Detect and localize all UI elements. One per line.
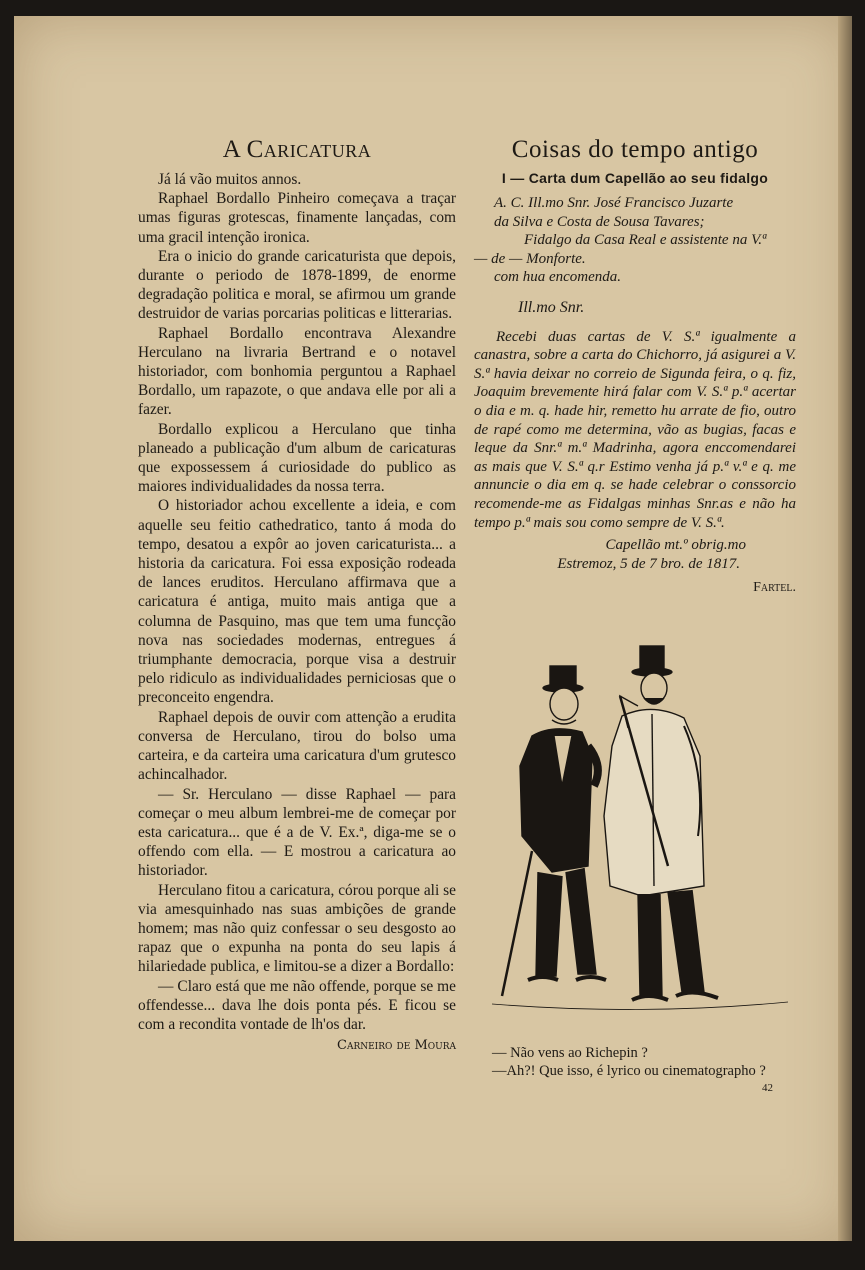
left-article-signature: Carneiro de Moura — [337, 1038, 456, 1054]
page-edge — [838, 16, 852, 1241]
paragraph: Raphael Bordallo Pinheiro começava a traçar umas figuras grotescas, finamente lançadas, com uma gracil intenção ironica. — [138, 190, 456, 246]
right-figure — [604, 646, 718, 1000]
letter-salutation: Ill.mo Snr. — [518, 298, 585, 316]
address-line: com hua encomenda. — [494, 269, 622, 286]
letter-place-date: Estremoz, 5 de 7 bro. de 1817. — [557, 555, 740, 572]
letter-signature: Fartel. — [753, 580, 796, 596]
caption-line: —Ah?! Que isso, é lyrico ou cinematographo ? — [492, 1063, 766, 1079]
right-article-title: Coisas do tempo antigo — [511, 136, 759, 163]
right-article — [474, 136, 796, 598]
left-article — [138, 136, 456, 1053]
paragraph: Herculano fitou a caricatura, córou porque ali se via amesquinhado nas suas ambições de grande homem; mas não quiz confessar o seu desgosto ao rapaz que o expunha na ponta do seu lapis á hilariedade publica, e limitou-se a dizer a Bordallo: — [138, 881, 456, 976]
letter-body: Recebi duas cartas de V. S.ª igualmente a canastra, sobre a carta do Chichorro, já asigurei a V. S.ª havia deixar no correio de Sigunda feira, o q. fiz, Joaquim brevemente hirá falar com V. S.ª p.ª acertar o dia e m. q. hade hir, remetto hu arrate de fio, outro de rapé como me determina, vão as bugias, facas e leque da Snr.ª m.ª Madrinha, agora enccomendarei as mais que V. S.ª q.r Estimo venha já p.ª v.ª e q. me annuncie o dia em q. se hade celebrar o conssorcio recomende-me as Fidalgas minhas Snr.as e não ha tempo p.ª mais sou como sempre de V. S.ª. — [474, 328, 796, 531]
address-line: A. C. Ill.mo Snr. José Francisco Juzarte — [494, 195, 734, 211]
address-line: Fidalgo da Casa Real e assistente na V.ª — [524, 232, 767, 249]
letter-closing: Capellão mt.º obrig.mo — [605, 537, 746, 554]
paragraph: O historiador achou excellente a ideia, e com aquelle seu feitio cathedratico, tanto á moda do tempo, desatou a expôr ao joven caricaturista... a historia da caricatura. Foi essa exposição rodeada de lances eruditos. Herculano affirmava que a caricatura é antiga, muito mais antiga que a columna de Pasquino, mas que tem uma funcção nova nas sociedades modernas, entregues á triumphante democracia, porque visa a destruir pelo ridiculo as individualidades perniciosas que o preconceito engendra. — [138, 497, 456, 707]
letter-address — [474, 194, 796, 287]
illustration-caption — [492, 1044, 802, 1080]
paragraph: Raphael depois de ouvir com attenção a erudita conversa de Herculano, tirou do bolso uma carteira, e da carteira uma caricatura d'um grutesco achincalhador. — [138, 708, 456, 784]
paragraph: Já lá vão muitos annos. — [158, 171, 302, 188]
page-number: 42 — [762, 1082, 773, 1094]
paragraph: Bordallo explicou a Herculano que tinha planeado a publicação d'um album de caricaturas que expossessem á curiosidade do publico as maiores individualidades da nossa terra. — [138, 420, 456, 496]
caricature-illustration — [492, 636, 792, 1031]
left-article-title: A Caricatura — [222, 136, 372, 163]
paragraph: Era o inicio do grande caricaturista que depois, durante o periodo de 1878-1899, de enorme degradação politica e moral, se afirmou um grande destruidor de varias porcarias politicas e litterarias. — [138, 247, 456, 323]
paragraph: — Sr. Herculano — disse Raphael — para começar o meu album lembrei-me de começar por esta caricatura... que é a de V. Ex.ª, diga-me se o offendo com ella. — E mostrou a caricatura ao historiador. — [138, 785, 456, 880]
paragraph: — Claro está que me não offende, porque se me offendesse... dava lhe dois ponta pés. E ficou se com a recondita vontade de lh'os dar. — [138, 977, 456, 1033]
magazine-page — [14, 16, 852, 1241]
left-figure — [502, 666, 606, 996]
right-article-subtitle: I — Carta dum Capellão ao seu fidalgo — [501, 170, 769, 186]
caption-line: — Não vens ao Richepin ? — [492, 1045, 648, 1061]
address-line: — de — Monforte. — [474, 250, 586, 267]
address-line: da Silva e Costa de Sousa Tavares; — [494, 213, 705, 230]
paragraph: Raphael Bordallo encontrava Alexandre Herculano na livraria Bertrand e o notavel historiador, com bonhomia perguntou a Raphael Bordallo, um rapazote, o que andava elle por ali a fazer. — [138, 324, 456, 419]
